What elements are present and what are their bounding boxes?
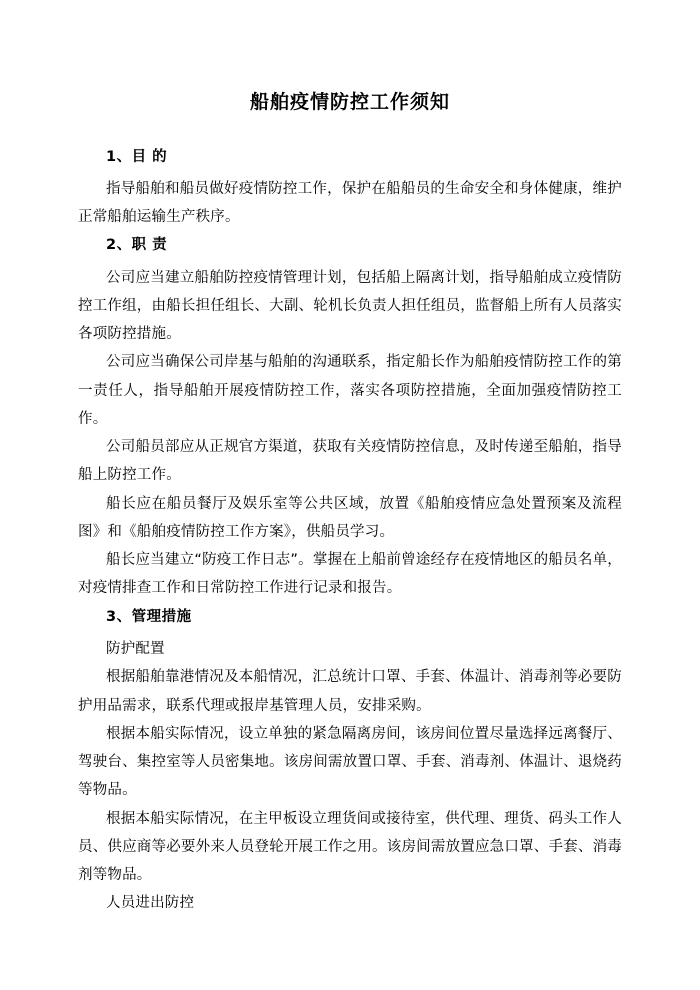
paragraph: 船长应在船员餐厅及娱乐室等公共区域，放置《船舶疫情应急处置预案及流程图》和《船舶疫情防控工作方案》，供船员学习。	[78, 495, 622, 540]
section-purpose	[78, 143, 622, 232]
paragraph: 根据本船实际情况，在主甲板设立理货间或接待室，供代理、理货、码头工作人员、供应商等必要外来人员登轮开展工作之用。该房间需放置应急口罩、手套、消毒剂等物品。	[78, 810, 622, 884]
paragraph: 根据本船实际情况，设立单独的紧急隔离房间，该房间位置尽量选择远离餐厅、驾驶台、集控室等人员密集地。该房间需放置口罩、手套、消毒剂、体温计、退烧药等物品。	[78, 725, 622, 799]
section-management-measures	[78, 603, 622, 918]
section-heading: 2、职 责	[106, 237, 168, 254]
section-responsibility	[78, 231, 622, 602]
section-heading: 3、管理措施	[106, 608, 192, 625]
paragraph: 指导船舶和船员做好疫情防控工作，保护在船船员的生命安全和身体健康，维护正常船舶运输生产秩序。	[78, 180, 622, 226]
paragraph: 根据船舶靠港情况及本船情况，汇总统计口罩、手套、体温计、消毒剂等必要防护用品需求，联系代理或报岸基管理人员，安排采购。	[78, 669, 622, 714]
section-heading: 1、目 的	[106, 148, 168, 165]
page-title: 船舶疫情防控工作须知	[249, 91, 450, 113]
paragraph: 公司船员部应从正规官方渠道，获取有关疫情防控信息，及时传递至船舶，指导船上防控工作。	[78, 439, 622, 484]
paragraph: 公司应当确保公司岸基与船舶的沟通联系，指定船长作为船舶疫情防控工作的第一责任人，指导船舶开展疫情防控工作，落实各项防控措施，全面加强疫情防控工作。	[78, 354, 622, 427]
paragraph: 船长应当建立“防疫工作日志”。掌握在上船前曾途经存在疫情地区的船员名单，对疫情排查工作和日常防控工作进行记录和报告。	[78, 552, 622, 597]
paragraph: 公司应当建立船舶防控疫情管理计划，包括船上隔离计划，指导船舶成立疫情防控工作组，由船长担任组长、大副、轮机长负责人担任组员，监督船上所有人员落实各项防控措施。	[78, 269, 622, 343]
subheading-personnel-access-control: 人员进出防控	[106, 895, 195, 912]
subheading-protective-configuration: 防护配置	[106, 641, 165, 658]
